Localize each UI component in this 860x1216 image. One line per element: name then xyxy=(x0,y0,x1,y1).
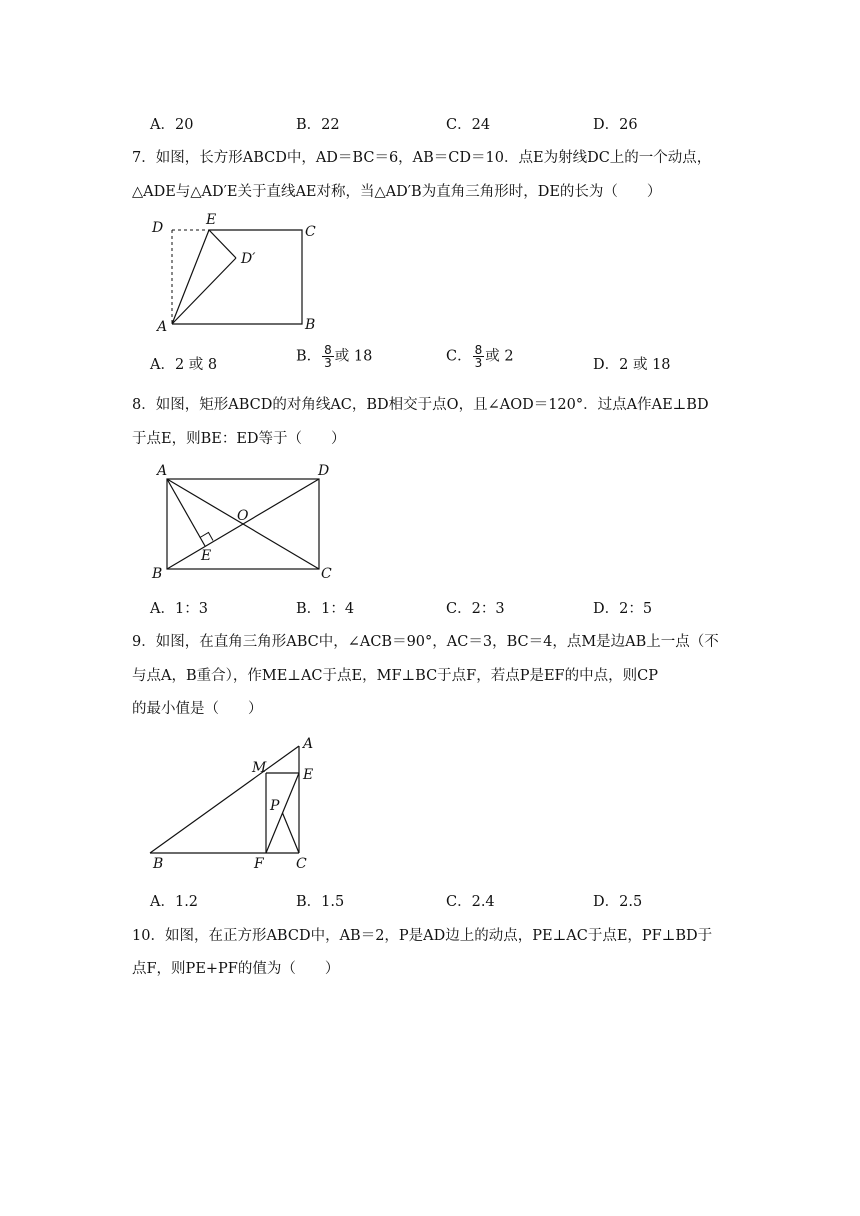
q7-label-Dprime: D′ xyxy=(241,251,256,267)
q7-option-b: B． $\frac{8}{3}$ 或 18 xyxy=(296,343,373,370)
q7-label-D: D xyxy=(152,220,164,236)
q9-text-line1: 9．如图，在直角三角形ABC中，∠ACB＝90°，AC＝3，BC＝4，点M是边AB上一点（不 xyxy=(132,634,719,650)
q9-label-C: C xyxy=(296,856,307,872)
q8-label-D: D xyxy=(318,463,330,479)
q9-text-line2: 与点A，B重合），作ME⊥AC于点E，MF⊥BC于点F，若点P是EF的中点，则CP xyxy=(132,668,658,684)
q10-text-line2: 点F，则PE+PF的值为（ ） xyxy=(132,961,340,977)
q7-option-c-fraction: $\frac{8}{3}$ xyxy=(474,343,483,370)
q9-label-A: A xyxy=(303,736,314,752)
q7-label-A: A xyxy=(157,319,168,335)
q9-option-a: A．1.2 xyxy=(150,894,199,910)
q8-option-b: B．1：4 xyxy=(296,601,355,617)
q8-option-c: C．2：3 xyxy=(446,601,505,617)
q8-label-E: E xyxy=(201,548,212,564)
q8-label-A: A xyxy=(157,463,168,479)
q7-option-c: C． $\frac{8}{3}$ 或 2 xyxy=(446,343,514,370)
q7-label-C: C xyxy=(305,224,316,240)
q6-option-a: A．20 xyxy=(150,117,194,133)
q9-label-B: B xyxy=(153,856,164,872)
q8-text-line2: 于点E，则BE：ED等于（ ） xyxy=(132,431,346,447)
q6-option-c: C．24 xyxy=(446,117,491,133)
q8-label-C: C xyxy=(321,566,332,582)
q7-option-a: A．2 或 8 xyxy=(150,357,218,373)
q9-label-E: E xyxy=(303,767,314,783)
q9-option-d: D．2.5 xyxy=(593,894,643,910)
q9-text-line3: 的最小值是（ ） xyxy=(132,701,263,717)
q9-option-c: C．2.4 xyxy=(446,894,495,910)
q7-option-b-fraction: $\frac{8}{3}$ xyxy=(324,343,332,370)
q10-text-line1: 10．如图，在正方形ABCD中，AB＝2，P是AD边上的动点，PE⊥AC于点E，PF⊥BD于 xyxy=(132,928,713,944)
q9-label-P: P xyxy=(270,798,280,814)
q7-label-E: E xyxy=(206,212,217,228)
q7-option-d: D．2 或 18 xyxy=(593,357,671,373)
q8-option-a: A．1：3 xyxy=(150,601,208,617)
q9-label-M: M xyxy=(252,760,267,776)
q8-text-line1: 8．如图，矩形ABCD的对角线AC，BD相交于点O，且∠AOD＝120°．过点A作AE⊥BD xyxy=(132,397,709,413)
q7-text-line2: △ADE与△AD′E关于直线AE对称，当△AD′B为直角三角形时，DE的长为（ ） xyxy=(132,184,662,200)
q6-option-d: D．26 xyxy=(593,117,638,133)
q8-option-d: D．2：5 xyxy=(593,601,653,617)
q8-label-O: O xyxy=(237,508,249,524)
q8-label-B: B xyxy=(152,566,163,582)
q7-label-B: B xyxy=(305,317,316,333)
q6-option-b: B．22 xyxy=(296,117,340,133)
q7-text-line1: 7．如图，长方形ABCD中，AD＝BC＝6，AB＝CD＝10．点E为射线DC上的一个动点， xyxy=(132,150,712,166)
q9-label-F: F xyxy=(254,856,264,872)
q9-option-b: B．1.5 xyxy=(296,894,345,910)
